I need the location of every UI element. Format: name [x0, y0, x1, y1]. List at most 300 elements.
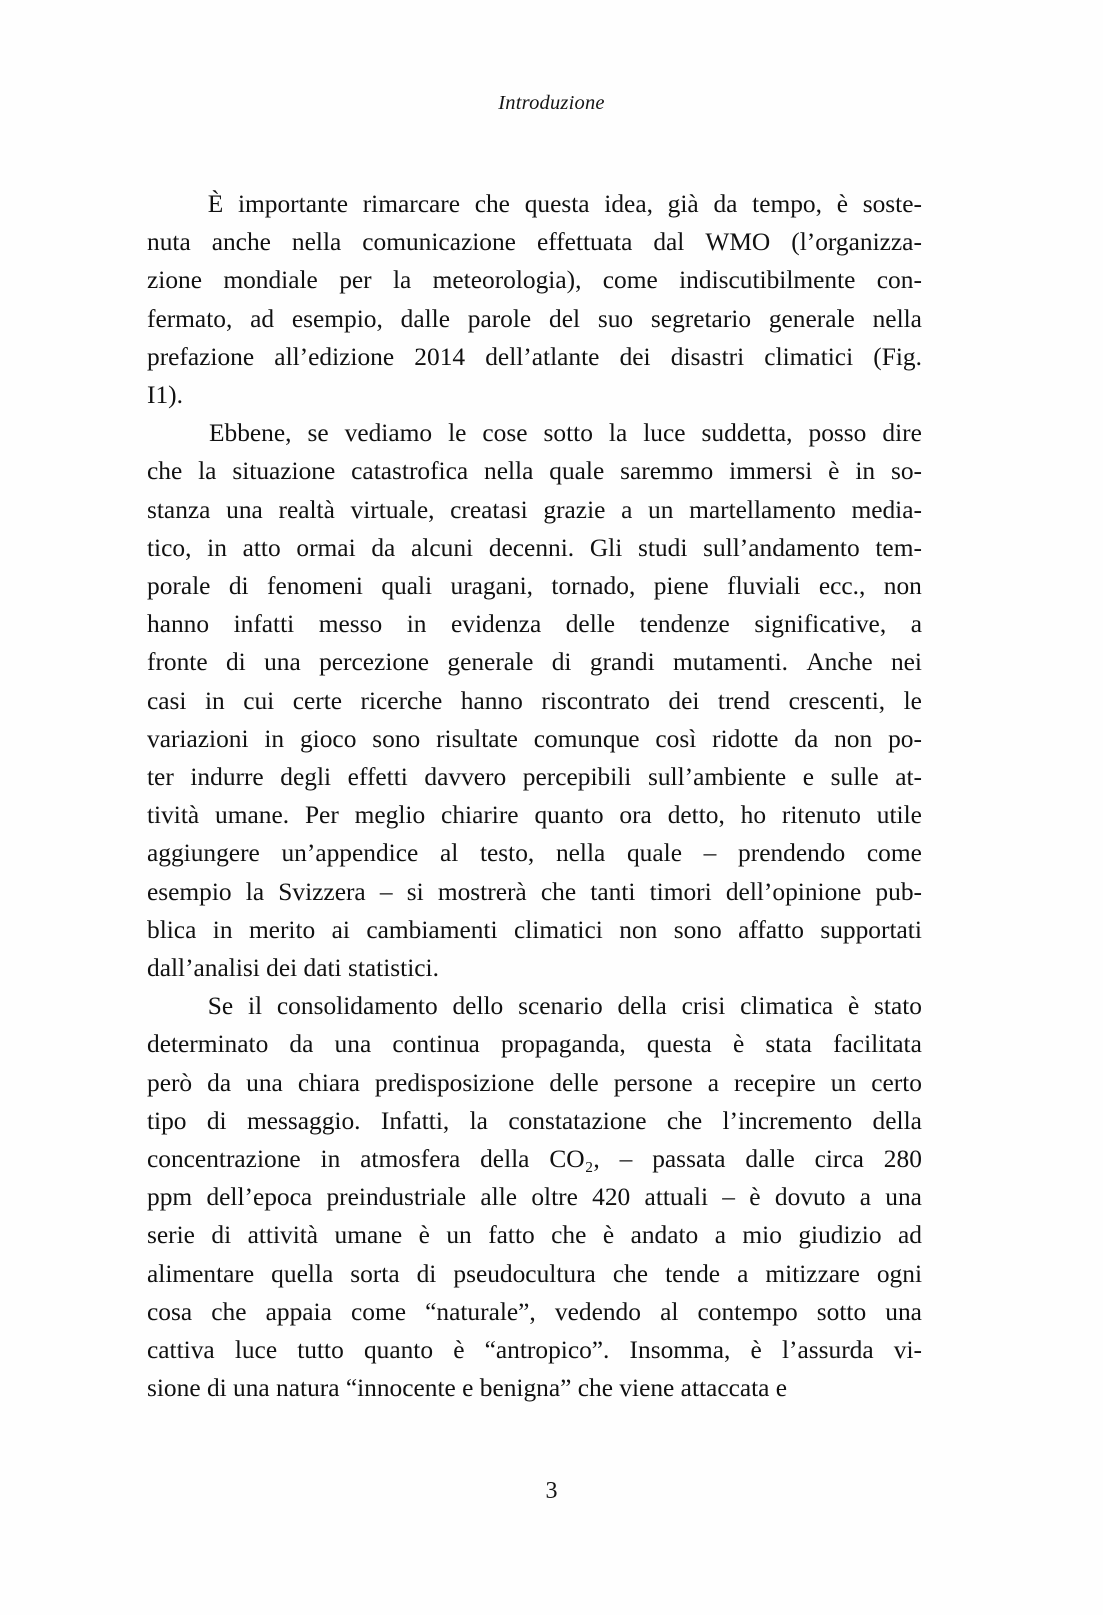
text-word: però	[147, 1068, 193, 1097]
text-word: ritenuto	[781, 801, 861, 830]
text-word: si	[406, 877, 424, 906]
text-word: suddetta,	[701, 419, 793, 448]
text-word: in	[320, 1145, 341, 1174]
text-word: segretario	[650, 304, 752, 333]
text-word: so-	[890, 457, 922, 486]
text-word: tipo	[147, 1106, 187, 1135]
text-line	[147, 1064, 922, 1102]
text-word: mio	[742, 1221, 782, 1250]
text-word: affatto	[738, 915, 804, 944]
text-word: Gli	[589, 533, 623, 562]
text-word: zione	[147, 266, 202, 295]
text-word: certe	[292, 686, 343, 715]
text-word: stanza	[147, 495, 211, 524]
text-word: una	[334, 1030, 372, 1059]
text-word: fatto	[488, 1221, 535, 1250]
text-word: in	[855, 457, 876, 486]
text-word: degli	[280, 763, 332, 792]
text-word: è	[732, 1030, 745, 1059]
text-word: in	[406, 610, 427, 639]
text-word: at-	[895, 763, 922, 792]
text-word: sotto	[816, 1297, 867, 1326]
text-word: anche	[211, 228, 271, 257]
text-word: fenomeni	[267, 572, 363, 601]
text-word: mutamenti.	[673, 648, 788, 677]
text-word: realtà	[278, 495, 335, 524]
text-word: climatici	[513, 915, 603, 944]
text-word: 2014	[414, 342, 466, 371]
text-word: una	[246, 1068, 283, 1097]
text-word: dovuto	[774, 1183, 846, 1212]
text-word: (Fig.	[873, 342, 922, 371]
text-word: indurre	[190, 763, 264, 792]
text-word: dei	[619, 342, 651, 371]
text-word: continua	[392, 1030, 480, 1059]
text-line	[147, 682, 922, 720]
text-word: di	[211, 1221, 232, 1250]
text-word: percepibili	[522, 763, 632, 792]
text-word: un	[648, 495, 674, 524]
text-word: l’assurda	[781, 1336, 874, 1365]
text-word: quanto	[363, 1336, 434, 1365]
text-word: variazioni	[147, 724, 249, 753]
text-word: dire	[882, 419, 922, 448]
text-word: utile	[876, 801, 922, 830]
text-word: di	[416, 1259, 437, 1288]
text-word: predisposizione	[374, 1068, 535, 1097]
text-word: esempio	[147, 877, 232, 906]
text-word: quella	[271, 1259, 334, 1288]
text-word: è	[602, 1221, 615, 1250]
text-word: come	[866, 839, 922, 868]
text-word: a	[910, 610, 922, 639]
text-word: e	[802, 763, 815, 792]
text-word: Se	[207, 992, 234, 1021]
text-word: in	[264, 724, 285, 753]
text-word: dei	[668, 686, 700, 715]
text-word: tico,	[147, 533, 192, 562]
text-word: infatti	[233, 610, 295, 639]
text-word: cambiamenti	[366, 915, 498, 944]
text-line	[147, 1331, 922, 1369]
text-word: attività	[247, 1221, 319, 1250]
text-line	[147, 1255, 922, 1293]
text-word: è	[453, 1336, 465, 1365]
text-word: mostrerà	[437, 877, 527, 906]
text-word: È	[207, 190, 224, 218]
text-word: prefazione	[147, 342, 255, 371]
text-word: dell’atlante	[485, 342, 600, 371]
text-word: indiscutibilmente	[679, 266, 856, 295]
text-word: crescenti,	[788, 686, 886, 715]
text-word: trend	[717, 686, 771, 715]
text-word: 280	[883, 1145, 922, 1174]
text-word: Infatti,	[380, 1106, 450, 1135]
text-word: a	[714, 1221, 726, 1250]
text-word: ppm	[147, 1183, 193, 1212]
text-word: già	[667, 190, 699, 218]
body-text-block	[147, 185, 922, 1408]
text-word: ora	[619, 801, 652, 830]
text-line	[147, 491, 922, 529]
text-word: è	[750, 1336, 762, 1365]
text-word: studi	[638, 533, 688, 562]
text-word: chiara	[297, 1068, 360, 1097]
text-word: CO₂,	[549, 1145, 600, 1174]
text-word: rimarcare	[362, 190, 460, 218]
text-word: parole	[467, 304, 532, 333]
text-word: giudizio	[798, 1221, 882, 1250]
text-word: non	[619, 915, 658, 944]
text-word: pseudocultura	[453, 1259, 596, 1288]
text-word: certo	[871, 1068, 922, 1097]
text-word: le	[448, 419, 467, 448]
text-word: di	[225, 648, 246, 677]
text-word: Svizzera	[278, 877, 366, 906]
text-word: con-	[876, 266, 922, 295]
text-word: cose	[482, 419, 528, 448]
text-word: quali	[381, 572, 433, 601]
text-word: –	[722, 1183, 735, 1212]
text-word: Per	[304, 801, 339, 830]
text-line	[147, 261, 922, 299]
text-word: passata	[652, 1145, 726, 1174]
text-word: (l’organizza-	[791, 228, 922, 257]
text-line	[147, 643, 922, 681]
text-word: ho	[740, 801, 767, 830]
text-word: sono	[673, 915, 722, 944]
text-word: quale	[626, 839, 682, 868]
text-word: per	[339, 266, 372, 295]
text-word: serie	[147, 1221, 195, 1250]
text-word: ai	[331, 915, 350, 944]
text-word: alle	[480, 1183, 518, 1212]
text-word: questa	[646, 1030, 712, 1059]
text-word: effettuata	[536, 228, 633, 257]
text-word: uragani,	[450, 572, 533, 601]
text-line: sione di una natura “innocente e benigna” che viene attaccata e	[147, 1374, 788, 1403]
text-word: meteorologia),	[432, 266, 582, 295]
text-word: tutto	[297, 1336, 344, 1365]
text-word: climatici	[764, 342, 854, 371]
text-word: le	[903, 686, 922, 715]
text-word: fronte	[147, 648, 208, 677]
text-word: mondiale	[223, 266, 318, 295]
text-word: ad	[250, 304, 275, 333]
text-line	[147, 1140, 922, 1178]
text-word: virtuale,	[350, 495, 435, 524]
text-word: timori	[649, 877, 712, 906]
text-word: della	[872, 1106, 922, 1135]
text-word: messaggio.	[246, 1106, 361, 1135]
text-word: situazione	[232, 457, 336, 486]
text-word: alcuni	[411, 533, 474, 562]
text-word: come	[351, 1297, 406, 1326]
text-word: appaia	[265, 1297, 332, 1326]
text-word: saremmo	[620, 457, 714, 486]
text-word: l’incremento	[722, 1106, 853, 1135]
text-word: vediamo	[344, 419, 433, 448]
text-word: sorta	[350, 1259, 400, 1288]
text-line	[147, 414, 922, 452]
text-word: così	[655, 724, 697, 753]
text-word: tende	[665, 1259, 721, 1288]
text-word: questa	[524, 190, 590, 218]
text-word: Ebbene,	[209, 419, 292, 448]
text-word: oltre	[531, 1183, 578, 1212]
text-word: che	[612, 1259, 649, 1288]
text-word: ecc.,	[818, 572, 866, 601]
text-word: umane.	[215, 801, 290, 830]
text-word: generale	[768, 304, 855, 333]
text-word: sono	[372, 724, 421, 753]
text-word: che	[540, 877, 577, 906]
text-word: porale	[147, 572, 211, 601]
text-word: riscontrato	[541, 686, 650, 715]
text-word: davvero	[424, 763, 507, 792]
text-word: nella	[291, 228, 342, 257]
text-word: dalle	[400, 304, 450, 333]
text-word: Insomma,	[629, 1336, 731, 1365]
text-word: di	[206, 1106, 227, 1135]
text-line	[147, 911, 922, 949]
text-word: al	[660, 1297, 679, 1326]
text-word: se	[307, 419, 329, 448]
text-word: tem-	[875, 533, 922, 562]
text-word: sull’ambiente	[647, 763, 787, 792]
text-word: nella	[555, 839, 606, 868]
text-word: percezione	[319, 648, 430, 677]
text-line	[147, 1178, 922, 1216]
text-word: in	[207, 533, 227, 562]
text-word: posso	[808, 419, 867, 448]
text-word: all’edizione	[274, 342, 395, 371]
text-line	[147, 338, 922, 376]
text-word: tanti	[590, 877, 636, 906]
text-word: dello	[452, 992, 504, 1021]
text-word: fermato,	[147, 304, 233, 333]
text-word: preindustriale	[326, 1183, 467, 1212]
text-word: è	[749, 1183, 761, 1212]
text-word: la	[469, 1106, 488, 1135]
text-word: persone	[613, 1068, 693, 1097]
text-word: della	[617, 992, 667, 1021]
text-word: ter	[147, 763, 174, 792]
text-word: delle	[549, 1068, 599, 1097]
text-line	[147, 452, 922, 490]
text-word: recepire	[734, 1068, 816, 1097]
text-line	[147, 1216, 922, 1254]
text-word: propaganda,	[500, 1030, 626, 1059]
text-word: da	[207, 1068, 232, 1097]
text-word: non	[883, 572, 922, 601]
text-line	[147, 796, 922, 834]
text-word: un’appendice	[281, 839, 419, 868]
text-word: effetti	[347, 763, 408, 792]
text-word: atto	[242, 533, 281, 562]
paragraph-2	[147, 414, 922, 987]
text-line: I1).	[147, 381, 183, 410]
text-word: è	[828, 457, 840, 486]
text-word: ricerche	[360, 686, 443, 715]
text-word: blica	[147, 915, 197, 944]
text-word: contempo	[697, 1297, 798, 1326]
text-word: tendenze	[639, 610, 730, 639]
text-word: che	[551, 1221, 587, 1250]
text-line	[147, 1102, 922, 1140]
text-word: martellamento	[689, 495, 836, 524]
text-word: quanto	[534, 801, 604, 830]
text-word: 420	[592, 1183, 631, 1212]
text-word: significative,	[754, 610, 887, 639]
text-word: climatica	[740, 992, 834, 1021]
text-word: meglio	[354, 801, 426, 830]
text-word: circa	[814, 1145, 864, 1174]
running-head: Introduzione	[498, 92, 605, 114]
text-word: hanno	[147, 610, 210, 639]
text-word: scenario	[518, 992, 603, 1021]
text-word: media-	[851, 495, 922, 524]
text-word: luce	[234, 1336, 278, 1365]
text-word: comunicazione	[362, 228, 516, 257]
text-word: ogni	[876, 1259, 922, 1288]
text-line	[147, 1025, 922, 1063]
text-word: vi-	[893, 1336, 922, 1365]
page-number: 3	[545, 1478, 558, 1504]
text-word: ridotte	[712, 724, 779, 753]
text-word: cui	[243, 686, 275, 715]
text-word: la	[392, 266, 412, 295]
text-word: non	[834, 724, 873, 753]
text-line	[147, 185, 922, 223]
text-word: che	[211, 1297, 247, 1326]
text-line	[147, 605, 922, 643]
text-word: delle	[565, 610, 616, 639]
text-word: dell’opinione	[725, 877, 862, 906]
text-word: tività	[147, 801, 200, 830]
text-word: chiarire	[441, 801, 519, 830]
text-line	[147, 567, 922, 605]
text-word: una	[885, 1297, 922, 1326]
text-word: di	[551, 648, 572, 677]
text-word: la	[198, 457, 217, 486]
text-word: da	[713, 190, 738, 218]
text-line	[147, 223, 922, 261]
text-word: po-	[888, 724, 922, 753]
text-word: sotto	[543, 419, 593, 448]
text-word: il	[248, 992, 263, 1021]
text-word: in	[204, 686, 225, 715]
text-word: ormai	[296, 533, 356, 562]
text-word: nella	[484, 457, 534, 486]
text-word: aggiungere	[147, 839, 260, 868]
text-word: crisi	[681, 992, 726, 1021]
text-word: stato	[874, 992, 922, 1021]
text-word: evidenza	[451, 610, 542, 639]
text-word: tornado,	[551, 572, 636, 601]
text-word: come	[602, 266, 658, 295]
text-word: quale	[549, 457, 605, 486]
text-word: –	[703, 839, 717, 868]
text-word: testo,	[479, 839, 535, 868]
text-word: stata	[765, 1030, 812, 1059]
text-word: atmosfera	[360, 1145, 461, 1174]
text-word: un	[446, 1221, 472, 1250]
text-word: generale	[447, 648, 534, 677]
text-word: decenni.	[488, 533, 575, 562]
text-word: grazie	[543, 495, 606, 524]
text-word: luce	[643, 419, 686, 448]
text-word: andato	[630, 1221, 699, 1250]
text-word: importante	[237, 190, 348, 218]
text-word: messo	[318, 610, 383, 639]
text-word: nei	[890, 648, 922, 677]
text-word: da	[794, 724, 819, 753]
text-word: è	[836, 190, 848, 218]
text-word: da	[371, 533, 396, 562]
text-word: una	[226, 495, 263, 524]
text-word: la	[608, 419, 628, 448]
text-word: vedendo	[554, 1297, 641, 1326]
text-word: immersi	[729, 457, 813, 486]
text-word: detto,	[667, 801, 725, 830]
text-word: attuali	[644, 1183, 708, 1212]
text-word: soste-	[862, 190, 922, 218]
text-line	[147, 873, 922, 911]
text-word: facilitata	[833, 1030, 922, 1059]
text-word: gioco	[299, 724, 357, 753]
text-word: cosa	[147, 1297, 193, 1326]
text-word: dalle	[745, 1145, 795, 1174]
text-word: che	[147, 457, 183, 486]
text-word: prendendo	[738, 839, 846, 868]
text-word: un	[830, 1068, 857, 1097]
text-word: al	[439, 839, 459, 868]
text-line	[147, 529, 922, 567]
text-word: casi	[147, 686, 187, 715]
text-word: sull’andamento	[703, 533, 860, 562]
text-line	[147, 758, 922, 796]
text-word: piene	[653, 572, 709, 601]
text-word: la	[245, 877, 265, 906]
text-word: a	[621, 495, 633, 524]
text-word: ad	[898, 1221, 922, 1250]
text-word: WMO	[705, 228, 771, 257]
text-word: in	[212, 915, 233, 944]
text-word: pub-	[875, 877, 922, 906]
text-word: è	[847, 992, 860, 1021]
text-word: mitizzare	[765, 1259, 860, 1288]
text-word: che	[474, 190, 510, 218]
text-word: del	[549, 304, 581, 333]
text-word: consolidamento	[276, 992, 438, 1021]
text-word: dell’epoca	[206, 1183, 313, 1212]
text-word: concentrazione	[147, 1145, 301, 1174]
text-word: di	[228, 572, 249, 601]
text-word: “antropico”.	[484, 1336, 610, 1365]
text-word: “naturale”,	[425, 1297, 536, 1326]
text-word: hanno	[460, 686, 523, 715]
text-line	[147, 1293, 922, 1331]
text-word: comunque	[533, 724, 640, 753]
text-word: cattiva	[147, 1336, 215, 1365]
text-word: idea,	[604, 190, 653, 218]
text-word: risultate	[436, 724, 518, 753]
text-word: creatasi	[450, 495, 528, 524]
text-word: dal	[653, 228, 685, 257]
text-word: esempio,	[291, 304, 383, 333]
text-word: una	[885, 1183, 922, 1212]
